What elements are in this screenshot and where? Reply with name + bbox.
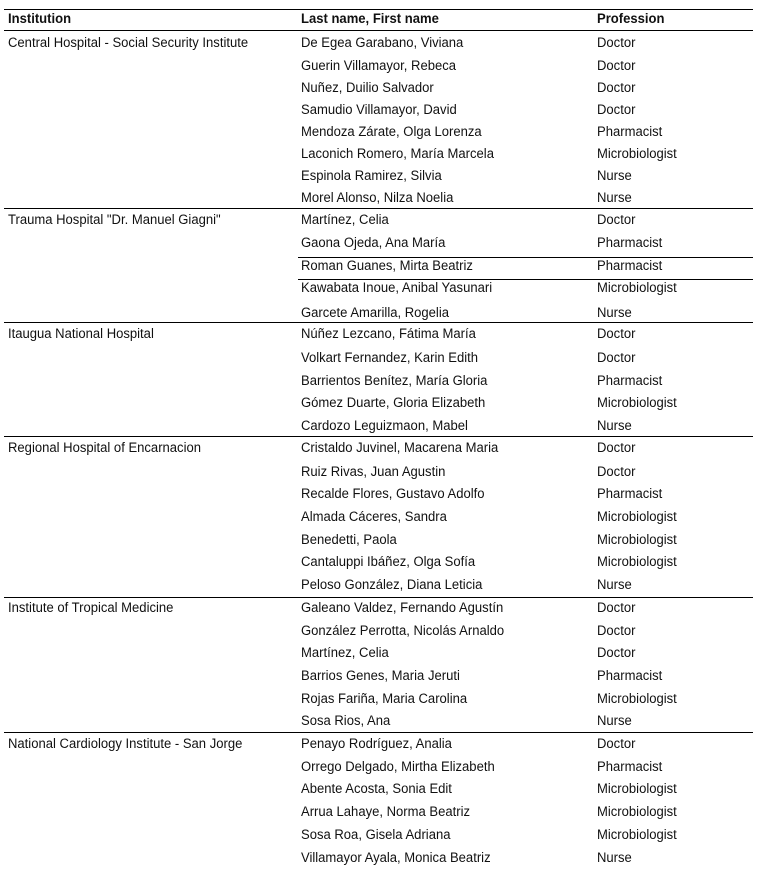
profession-cell: Microbiologist [597,554,677,570]
profession-cell: Microbiologist [597,804,677,820]
name-cell: Roman Guanes, Mirta Beatriz [301,258,473,274]
profession-cell: Microbiologist [597,532,677,548]
name-cell: Sosa Rios, Ana [301,713,391,729]
profession-cell: Microbiologist [597,827,677,843]
institution-cell: Trauma Hospital "Dr. Manuel Giagni" [8,212,221,228]
name-cell: Cardozo Leguizmaon, Mabel [301,418,468,434]
name-cell: Almada Cáceres, Sandra [301,509,447,525]
profession-cell: Microbiologist [597,280,677,296]
name-cell: Villamayor Ayala, Monica Beatriz [301,850,491,866]
name-cell: Cantaluppi Ibáñez, Olga Sofía [301,554,476,570]
profession-cell: Microbiologist [597,691,677,707]
name-cell: Ruiz Rivas, Juan Agustin [301,464,446,480]
profession-cell: Nurse [597,713,632,729]
name-cell: Cristaldo Juvinel, Macarena Maria [301,440,499,456]
name-cell: Penayo Rodríguez, Analia [301,736,452,752]
name-cell: Morel Alonso, Nilza Noelia [301,190,454,206]
profession-cell: Nurse [597,418,632,434]
profession-cell: Doctor [597,212,636,228]
name-cell: Abente Acosta, Sonia Edit [301,781,452,797]
name-cell: Orrego Delgado, Mirtha Elizabeth [301,759,495,775]
header-institution: Institution [8,11,72,27]
profession-cell: Nurse [597,577,632,593]
name-cell: Volkart Fernandez, Karin Edith [301,350,479,366]
name-cell: Barrios Genes, Maria Jeruti [301,668,460,684]
name-cell: Sosa Roa, Gisela Adriana [301,827,451,843]
name-cell: Gómez Duarte, Gloria Elizabeth [301,395,486,411]
institution-cell: Regional Hospital of Encarnacion [8,440,202,456]
name-cell: Nuñez, Duilio Salvador [301,80,434,96]
profession-cell: Pharmacist [597,235,663,251]
name-cell: Espinola Ramirez, Silvia [301,168,442,184]
profession-cell: Microbiologist [597,509,677,525]
name-cell: Arrua Lahaye, Norma Beatriz [301,804,471,820]
profession-cell: Doctor [597,58,636,74]
profession-cell: Doctor [597,645,636,661]
profession-cell: Doctor [597,35,636,51]
profession-cell: Microbiologist [597,781,677,797]
profession-cell: Nurse [597,305,632,321]
profession-cell: Nurse [597,168,632,184]
header-name: Last name, First name [301,11,439,27]
name-cell: Kawabata Inoue, Anibal Yasunari [301,280,493,296]
name-cell: Núñez Lezcano, Fátima María [301,326,476,342]
profession-cell: Pharmacist [597,668,663,684]
name-cell: Benedetti, Paola [301,532,397,548]
name-cell: Mendoza Zárate, Olga Lorenza [301,124,482,140]
top-rule [4,9,753,10]
profession-cell: Doctor [597,80,636,96]
name-cell: Gaona Ojeda, Ana María [301,235,446,251]
institution-cell: Itaugua National Hospital [8,326,154,342]
profession-cell: Doctor [597,600,636,616]
name-cell: Galeano Valdez, Fernando Agustín [301,600,504,616]
name-cell: Peloso González, Diana Leticia [301,577,483,593]
row-rule [4,436,753,437]
profession-cell: Microbiologist [597,395,677,411]
name-cell: Garcete Amarilla, Rogelia [301,305,450,321]
profession-cell: Pharmacist [597,486,663,502]
name-cell: Barrientos Benítez, María Gloria [301,373,488,389]
institution-cell: National Cardiology Institute - San Jorge [8,736,243,752]
profession-cell: Microbiologist [597,146,677,162]
name-cell: Martínez, Celia [301,645,389,661]
profession-cell: Pharmacist [597,258,663,274]
profession-cell: Pharmacist [597,124,663,140]
name-cell: González Perrotta, Nicolás Arnaldo [301,623,505,639]
profession-cell: Nurse [597,190,632,206]
profession-cell: Doctor [597,102,636,118]
profession-cell: Doctor [597,350,636,366]
name-cell: Samudio Villamayor, David [301,102,457,118]
row-rule [4,732,753,733]
name-cell: Guerin Villamayor, Rebeca [301,58,457,74]
profession-cell: Pharmacist [597,759,663,775]
header-rule [4,30,753,31]
profession-cell: Doctor [597,326,636,342]
profession-cell: Doctor [597,736,636,752]
institution-cell: Central Hospital - Social Security Institute [8,35,249,51]
name-cell: Recalde Flores, Gustavo Adolfo [301,486,485,502]
row-rule [4,597,753,598]
name-cell: Martínez, Celia [301,212,389,228]
institution-cell: Institute of Tropical Medicine [8,600,174,616]
name-cell: De Egea Garabano, Viviana [301,35,464,51]
profession-cell: Pharmacist [597,373,663,389]
header-profession: Profession [597,11,665,27]
row-rule [4,322,753,323]
row-rule [4,208,753,209]
profession-cell: Doctor [597,440,636,456]
name-cell: Rojas Fariña, Maria Carolina [301,691,468,707]
profession-cell: Doctor [597,464,636,480]
profession-cell: Doctor [597,623,636,639]
name-cell: Laconich Romero, María Marcela [301,146,494,162]
profession-cell: Nurse [597,850,632,866]
